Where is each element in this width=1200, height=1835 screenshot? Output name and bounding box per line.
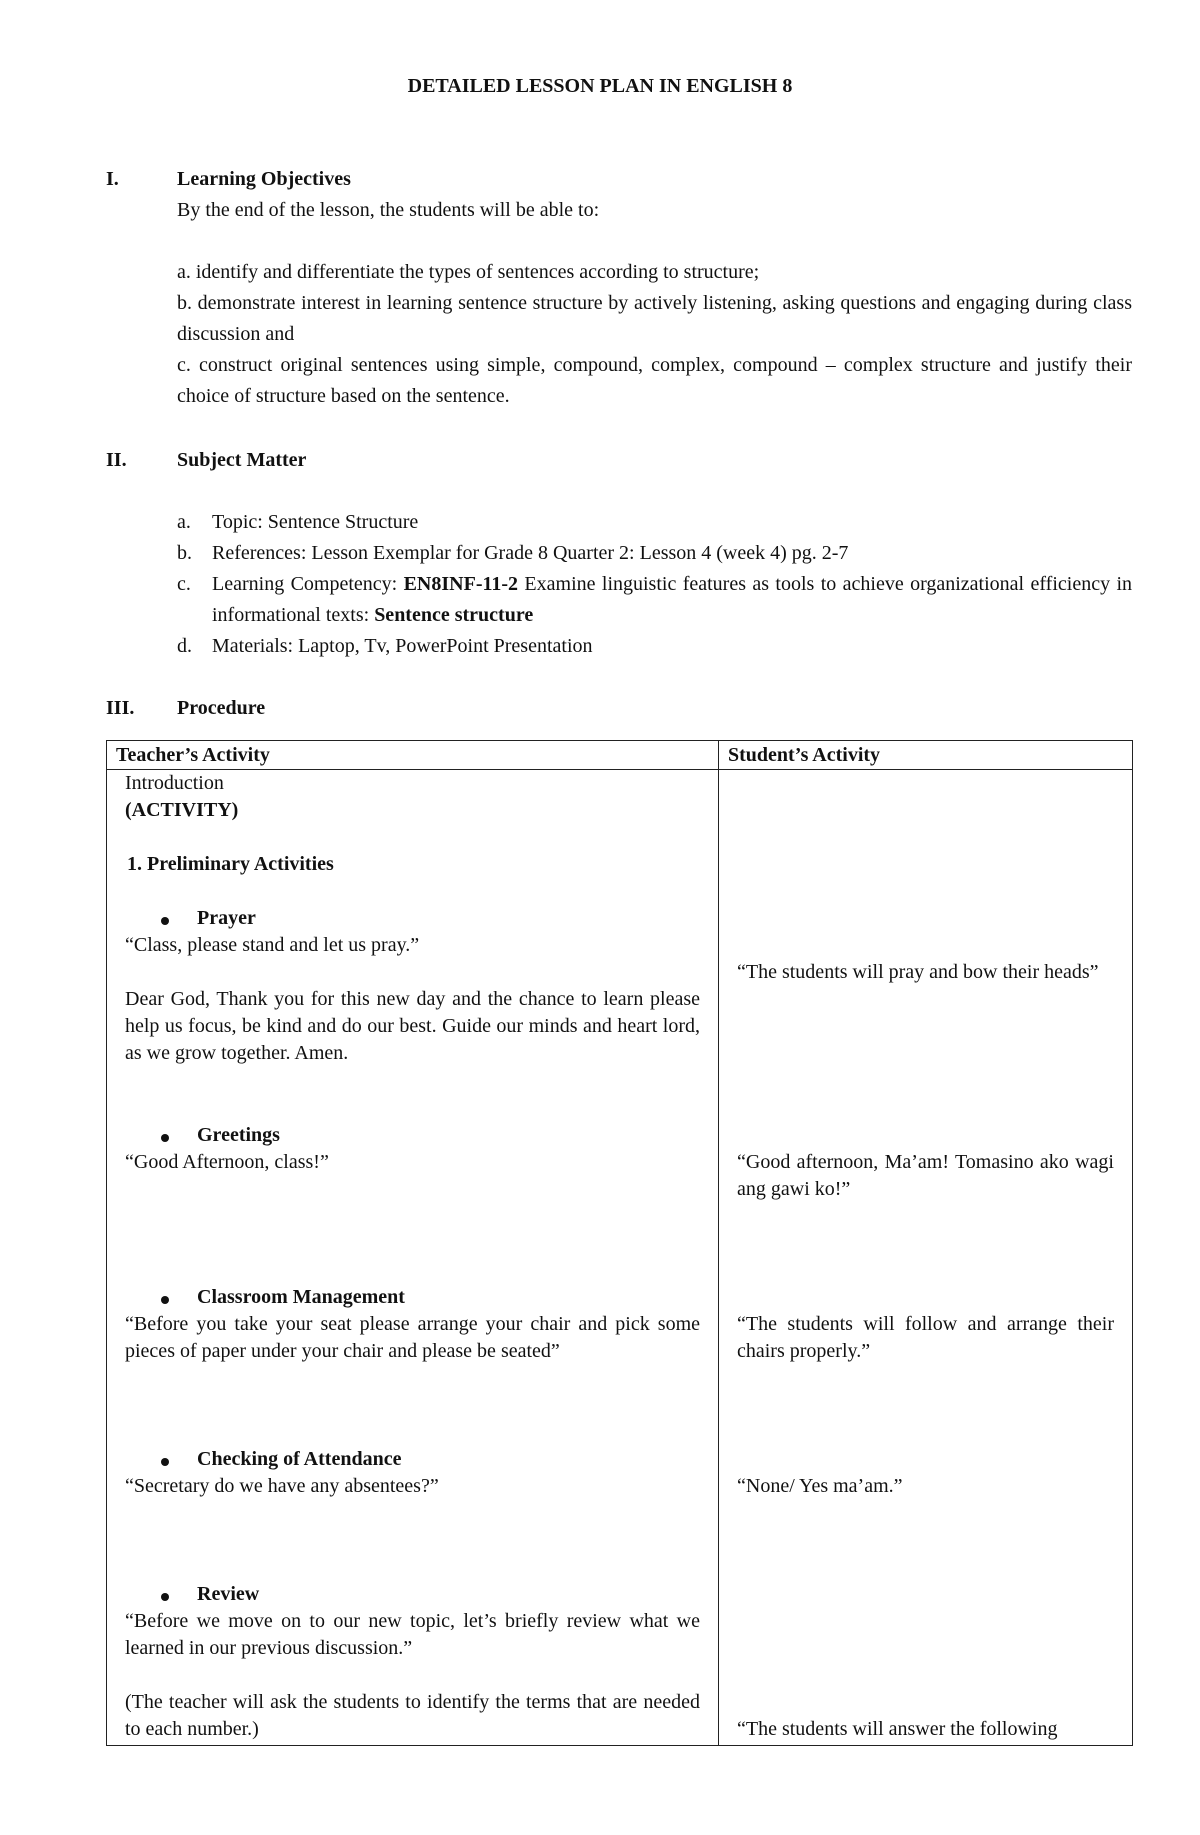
attendance-block: [125, 1446, 700, 1500]
classroom-management-block: [125, 1284, 700, 1365]
classroom-management-line: “Before you take your seat please arrange your chair and pick some pieces of paper under your chair and please be seated”: [125, 1313, 700, 1362]
list-item: [177, 507, 1132, 538]
list-item: [177, 538, 1132, 569]
section-heading: Learning Objectives: [177, 168, 351, 190]
section-heading: Subject Matter: [177, 449, 307, 471]
greetings-line: “Good Afternoon, class!”: [125, 1151, 329, 1173]
subject-matter-list: [177, 507, 1132, 662]
student-attendance-response: “None/ Yes ma’am.”: [737, 1475, 903, 1497]
table-row: [107, 770, 1133, 1746]
bullet-icon: [161, 917, 169, 925]
section-numeral: II.: [106, 449, 127, 471]
prayer-text: Dear God, Thank you for this new day and the chance to learn please help us focus, be kind and do our best. Guide our minds and heart lord, as we grow together. Amen.: [125, 988, 700, 1064]
competency-code: EN8INF-11-2: [403, 573, 519, 595]
prayer-instruction: “Class, please stand and let us pray.”: [125, 934, 420, 956]
bullet-icon: [161, 1296, 169, 1304]
review-line: “Before we move on to our new topic, let’s briefly review what we learned in our previous discussion.”: [125, 1610, 700, 1659]
list-marker: c.: [177, 573, 191, 595]
list-item: [177, 631, 1132, 662]
list-marker: a.: [177, 511, 191, 533]
review-heading: Review: [125, 1581, 700, 1608]
introduction-label: Introduction: [125, 772, 224, 794]
activity-label: (ACTIVITY): [125, 799, 239, 821]
review-note: (The teacher will ask the students to identify the terms that are needed to each number.): [125, 1691, 700, 1740]
prayer-heading: Prayer: [125, 905, 700, 932]
preliminary-activities-heading: 1. Preliminary Activities: [127, 853, 334, 875]
greetings-heading: Greetings: [125, 1122, 700, 1149]
attendance-line: “Secretary do we have any absentees?”: [125, 1475, 439, 1497]
student-prayer-response: “The students will pray and bow their heads”: [737, 961, 1099, 983]
prayer-block: [125, 905, 700, 1067]
list-item: [177, 569, 1132, 631]
bullet-icon: [161, 1458, 169, 1466]
student-greetings-response: “Good afternoon, Ma’am! Tomasino ako wagi ang gawi ko!”: [737, 1151, 1114, 1200]
references: References: Lesson Exemplar for Grade 8 Quarter 2: Lesson 4 (week 4) pg. 2-7: [212, 542, 849, 564]
objective-item: a. identify and differentiate the types of sentences according to structure;: [177, 261, 760, 283]
objective-item: b. demonstrate interest in learning sentence structure by actively listening, asking questions and engaging during class discussion and: [177, 292, 1132, 345]
topic: Topic: Sentence Structure: [212, 511, 419, 533]
table-header-row: [107, 741, 1133, 770]
competency-focus: Sentence structure: [374, 604, 534, 626]
objectives-intro: By the end of the lesson, the students will be able to:: [177, 199, 600, 221]
section-numeral: III.: [106, 697, 135, 719]
column-header-teacher: Teacher’s Activity: [107, 741, 719, 770]
teacher-activity-cell: [107, 770, 719, 1746]
competency-text: Examine linguistic features as tools to achieve organizational efficiency in informational texts:: [212, 573, 1133, 626]
student-activity-cell: [719, 770, 1133, 1746]
student-review-response: “The students will answer the following: [737, 1718, 1058, 1740]
section-numeral: I.: [106, 168, 119, 190]
objective-item: c. construct original sentences using simple, compound, complex, compound – complex structure and justify their choice of structure based on the sentence.: [177, 354, 1132, 407]
list-marker: d.: [177, 635, 192, 657]
greetings-block: [125, 1122, 700, 1176]
bullet-icon: [161, 1134, 169, 1142]
attendance-heading: Checking of Attendance: [125, 1446, 700, 1473]
procedure-table: [106, 740, 1133, 1746]
bullet-icon: [161, 1593, 169, 1601]
document-title: DETAILED LESSON PLAN IN ENGLISH 8: [407, 75, 793, 97]
section-heading: Procedure: [177, 697, 266, 719]
student-management-response: “The students will follow and arrange their chairs properly.”: [737, 1313, 1114, 1362]
materials: Materials: Laptop, Tv, PowerPoint Presentation: [212, 635, 593, 657]
list-marker: b.: [177, 542, 192, 564]
classroom-management-heading: Classroom Management: [125, 1284, 700, 1311]
review-block: [125, 1581, 700, 1743]
column-header-student: Student’s Activity: [719, 741, 1133, 770]
competency-label: Learning Competency:: [212, 573, 404, 595]
